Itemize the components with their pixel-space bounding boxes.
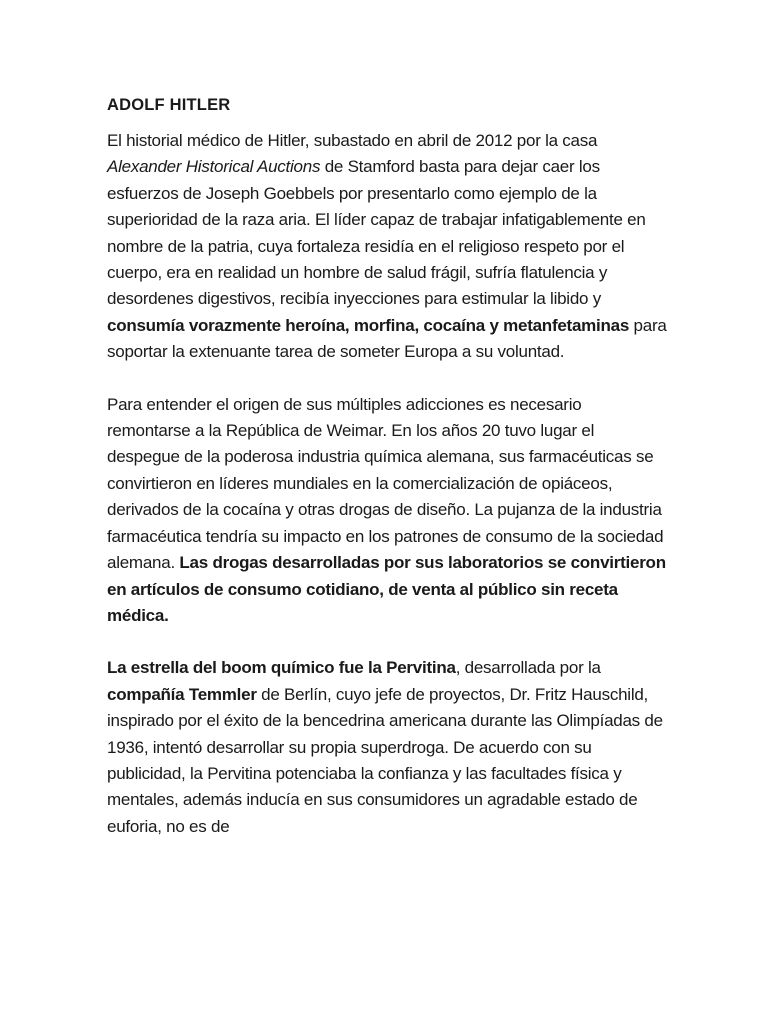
paragraph-3 — [107, 655, 667, 840]
temmler-highlight: compañía Temmler — [107, 684, 257, 704]
paragraph-3-text-a: , desarrollada por la — [455, 658, 601, 678]
document-page — [107, 92, 667, 866]
pervitina-highlight: La estrella del boom químico fue la Pervitina — [107, 658, 456, 678]
auction-house-name: Alexander Historical Auctions — [107, 157, 321, 177]
drug-consumption-highlight: consumía vorazmente heroína, morfina, cocaína y metanfetaminas — [107, 315, 630, 335]
document-title: ADOLF HITLER — [107, 96, 231, 114]
paragraph-1-text-c: para soportar la extenuante tarea de someter Europa a su voluntad. — [107, 315, 667, 362]
paragraph-3-text-b: de Berlín, cuyo jefe de proyectos, Dr. Fritz Hauschild, inspirado por el éxito de la bencedrina americana durante las Olimpíadas de 1936, intentó desarrollar su propia superdroga. De acuerdo con su publicidad, la Pervitina potenciaba la confianza y las facultades física y mentales, además inducía en sus consumidores un agradable estado de euforia, no es de — [107, 684, 663, 836]
paragraph-1-text-b: de Stamford basta para dejar caer los esfuerzos de Joseph Goebbels por presentarlo como ejemplo de la superioridad de la raza aria. El líder capaz de trabajar infatigablemente en nombre de la patria, cuya fortaleza residía en el religioso respeto por el cuerpo, era en realidad un hombre de salud frágil, sufría flatulencia y desordenes digestivos, recibía inyecciones para estimular la libido y — [107, 157, 646, 309]
paragraph-2 — [107, 392, 667, 630]
drugs-highlight: Las drogas desarrolladas por sus laboratorios se convirtieron en artículos de consumo cotidiano, de venta al público sin receta médica. — [107, 553, 666, 625]
paragraph-1-text-a: El historial médico de Hitler, subastado en abril de 2012 por la casa — [107, 131, 598, 150]
paragraph-1 — [107, 128, 667, 366]
paragraph-2-text-a: Para entender el origen de sus múltiples adicciones es necesario remontarse a la República de Weimar. En los años 20 tuvo lugar el despegue de la poderosa industria química alemana, sus farmacéuticas se convirtieron en líderes mundiales en la comercialización de opiáceos, derivados de la cocaína y otras drogas de diseño. La pujanza de la industria farmacéutica tendría su impacto en los patrones de consumo de la sociedad alemana. — [107, 394, 664, 573]
